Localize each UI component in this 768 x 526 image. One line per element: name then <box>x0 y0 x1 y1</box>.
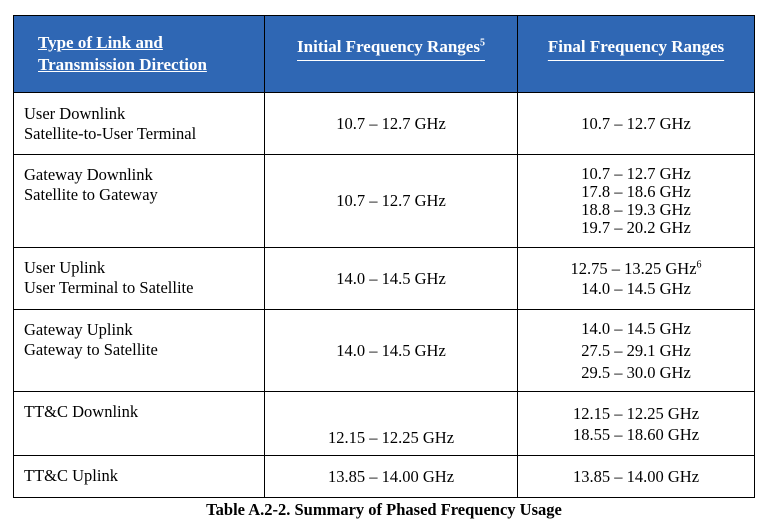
initial-range-cell: 14.0 – 14.5 GHz <box>265 310 518 392</box>
header-initial-text: Initial Frequency Ranges <box>297 37 480 56</box>
final-range-cell: 14.0 – 14.5 GHz 27.5 – 29.1 GHz 29.5 – 30.0 GHz <box>518 310 755 392</box>
table-row <box>14 155 755 248</box>
footnote-5: 5 <box>479 37 485 49</box>
final-range-cell: 12.15 – 12.25 GHz 18.55 – 18.60 GHz <box>518 392 755 456</box>
initial-range-cell: 13.85 – 14.00 GHz <box>265 456 518 498</box>
table-row <box>14 456 755 498</box>
link-type-cell: Gateway Downlink Satellite to Gateway <box>14 155 265 248</box>
table-row <box>14 93 755 155</box>
link-type-cell: User Downlink Satellite-to-User Terminal <box>14 93 265 155</box>
link-type-cell: TT&C Uplink <box>14 456 265 498</box>
header-final-ranges: Final Frequency Ranges <box>518 16 755 93</box>
link-type-cell: TT&C Downlink <box>14 392 265 456</box>
link-type-cell: Gateway Uplink Gateway to Satellite <box>14 310 265 392</box>
final-range-cell: 10.7 – 12.7 GHz 17.8 – 18.6 GHz 18.8 – 19.3 GHz 19.7 – 20.2 GHz <box>518 155 755 248</box>
final-range-cell: 10.7 – 12.7 GHz <box>518 93 755 155</box>
initial-range-cell: 10.7 – 12.7 GHz <box>265 155 518 248</box>
initial-range-cell: 12.15 – 12.25 GHz <box>265 392 518 456</box>
table-row <box>14 248 755 310</box>
initial-range-cell: 10.7 – 12.7 GHz <box>265 93 518 155</box>
header-link-type <box>14 16 265 93</box>
footnote-6: 6 <box>696 259 702 270</box>
final-range-cell: 13.85 – 14.00 GHz <box>518 456 755 498</box>
header-row <box>14 16 755 93</box>
header-initial-ranges <box>265 16 518 93</box>
table-row <box>14 392 755 456</box>
final-range-cell: 12.75 – 13.25 GHz$^6$ 14.0 – 14.5 GHz <box>518 248 755 310</box>
header-link-type-line2: Transmission Direction <box>38 55 207 74</box>
table-row <box>14 310 755 392</box>
header-link-type-line1: Type of Link and <box>38 33 163 52</box>
table-caption: Table A.2-2. Summary of Phased Frequency Usage <box>206 500 562 519</box>
frequency-table <box>13 15 755 498</box>
link-type-cell: User Uplink User Terminal to Satellite <box>14 248 265 310</box>
initial-range-cell: 14.0 – 14.5 GHz <box>265 248 518 310</box>
